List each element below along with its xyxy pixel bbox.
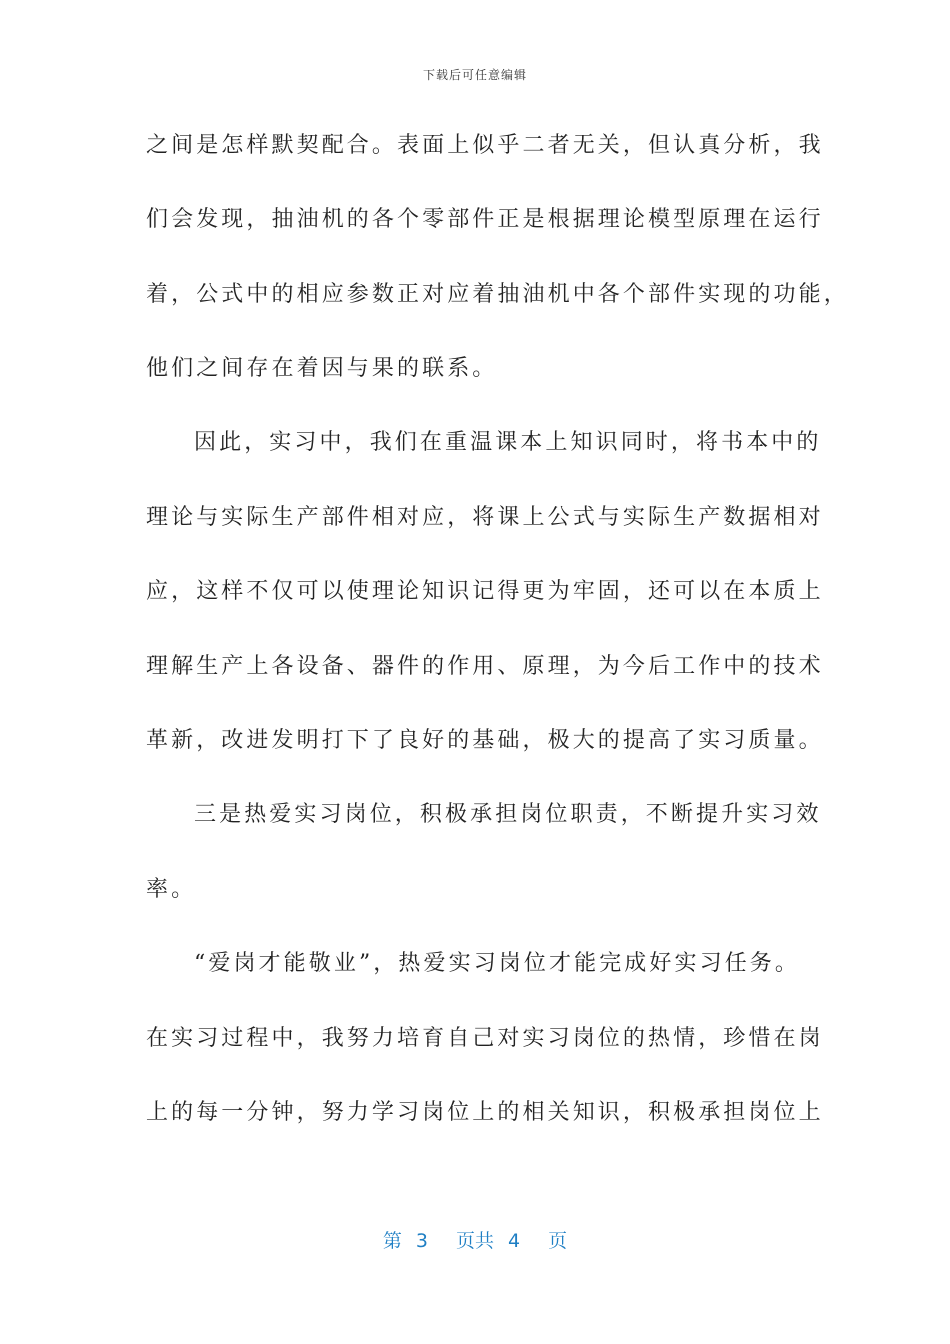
body-line-9: 革新，改进发明打下了良好的基础，极大的提高了实习质量。	[146, 728, 824, 753]
body-line-3: 着，公式中的相应参数正对应着抽油机中各个部件实现的功能，	[146, 282, 849, 307]
body-line-4: 他们之间存在着因与果的联系。	[146, 356, 498, 381]
footer-middle: 页共	[455, 1230, 494, 1252]
footer-suffix: 页	[548, 1230, 568, 1252]
body-line-7: 应，这样不仅可以使理论知识记得更为牢固，还可以在本质上	[146, 579, 824, 604]
footer-total-pages: 4	[508, 1230, 521, 1252]
body-line-10: 三是热爱实习岗位，积极承担岗位职责，不断提升实习效	[194, 802, 822, 827]
body-line-12: “爱岗才能敬业”，热爱实习岗位才能完成好实习任务。	[194, 951, 800, 976]
body-line-8: 理解生产上各设备、器件的作用、原理，为今后工作中的技术	[146, 654, 824, 679]
body-line-6: 理论与实际生产部件相对应，将课上公式与实际生产数据相对	[146, 505, 824, 530]
footer-prefix: 第	[382, 1230, 402, 1252]
body-line-5: 因此，实习中，我们在重温课本上知识同时，将书本中的	[194, 430, 822, 455]
page-header: 下载后可任意编辑	[422, 68, 527, 82]
body-line-14: 上的每一分钟，努力学习岗位上的相关知识，积极承担岗位上	[146, 1100, 824, 1125]
body-line-13: 在实习过程中，我努力培育自己对实习岗位的热情，珍惜在岗	[146, 1026, 824, 1051]
body-line-2: 们会发现，抽油机的各个零部件正是根据理论模型原理在运行	[146, 207, 824, 232]
footer-page-number: 3	[415, 1230, 428, 1252]
body-line-1: 之间是怎样默契配合。表面上似乎二者无关，但认真分析，我	[146, 133, 824, 158]
page-footer	[0, 1226, 950, 1253]
body-line-11: 率。	[146, 877, 197, 902]
